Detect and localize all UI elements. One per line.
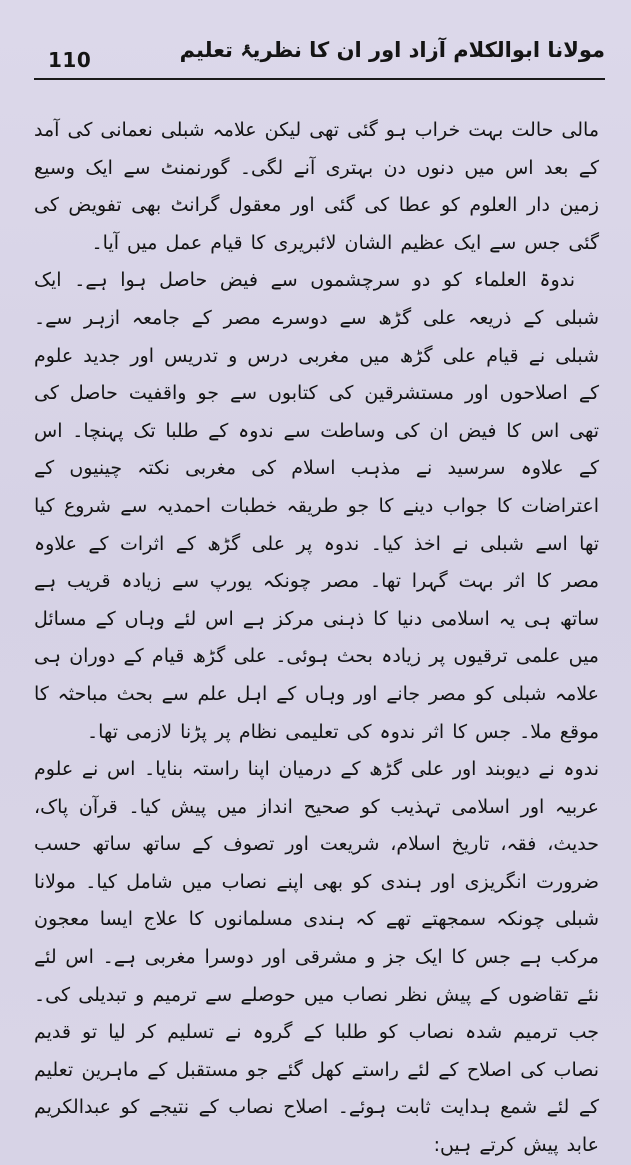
page-number: 110 <box>48 48 92 72</box>
paragraph-2: ندوۃ العلماء کو دو سرچشموں سے فیض حاصل ہوا ہے۔ ایک شبلی کے ذریعہ علی گڑھ سے دوسرے مصر کے جامعہ ازہر سے۔ شبلی نے قیام علی گڑھ میں مغربی درس و تدریس اور جدید علوم کے اصلاحوں اور مستشرقین کی کتابوں سے جو واقفیت حاصل کی تھی اس کا فیض ان کی وساطت سے ندوہ کے طلبا تک پہنچا۔ اس کے علاوہ سرسید نے مذہب اسلام کی مغربی نکتہ چینیوں کے اعتراضات کا جواب دینے کا جو طریقہ خطبات احمدیہ سے شروع کیا تھا اسے شبلی نے اخذ کیا۔ ندوہ پر علی گڑھ کے اثرات کے علاوہ مصر کا اثر بہت گہرا تھا۔ مصر چونکہ یورپ سے زیادہ قریب ہے ساتھ ہی یہ اسلامی دنیا کا ذہنی مرکز ہے اس لئے وہاں کے مسائل میں علمی ترقیوں پر زیادہ بحث ہوئی۔ علی گڑھ قیام کے دوران ہی علامہ شبلی کو مصر جانے اور وہاں کے اہل علم سے بحث مباحثہ کا موقع ملا۔ جس کا اثر ندوہ کی تعلیمی نظام پر پڑنا لازمی تھا۔ <box>34 269 599 743</box>
body-text <box>34 112 599 1165</box>
paragraph-3: ندوہ نے دیوبند اور علی گڑھ کے درمیان اپنا راستہ بنایا۔ اس نے علوم عربیہ اور اسلامی تہذیب کو صحیح انداز میں پیش کیا۔ قرآن پاک، حدیث، فقہ، تاریخ اسلام، شریعت اور تصوف کے ساتھ ساتھ حسب ضرورت انگریزی اور ہندی کو بھی اپنے نصاب میں شامل کیا۔ مولانا شبلی چونکہ سمجھتے تھے کہ ہندی مسلمانوں کا علاج ایسا معجون مرکب ہے جس کا ایک جز و مشرقی اور دوسرا مغربی ہے۔ اس لئے نئے تقاضوں کے پیش نظر نصاب میں حوصلے سے ترمیم و تبدیلی کی۔ جب ترمیم شدہ نصاب کو طلبا کے گروہ نے تسلیم کر لیا تو قدیم نصاب کی اصلاح کے لئے راستے کھل گئے جو مستقبل کے ماہرین تعلیم کے لئے شمع ہدایت ثابت ہوئے۔ اصلاح نصاب کے نتیجے کو عبدالکریم عابد پیش کرتے ہیں: <box>34 758 599 1157</box>
header-rule <box>34 78 605 80</box>
paragraph-1: مالی حالت بہت خراب ہو گئی تھی لیکن علامہ شبلی نعمانی کی آمد کے بعد اس میں دنوں دن بہتری آنے لگی۔ گورنمنٹ سے ایک وسیع زمین دار العلوم کو عطا کی گئی اور معقول گرانٹ بھی تفویض کی گئی جس سے ایک عظیم الشان لائبریری کا قیام عمل میں آیا۔ <box>34 119 599 254</box>
page-header <box>0 38 631 98</box>
running-title: مولانا ابوالکلام آزاد اور ان کا نظریۂ تعلیم <box>179 38 605 62</box>
